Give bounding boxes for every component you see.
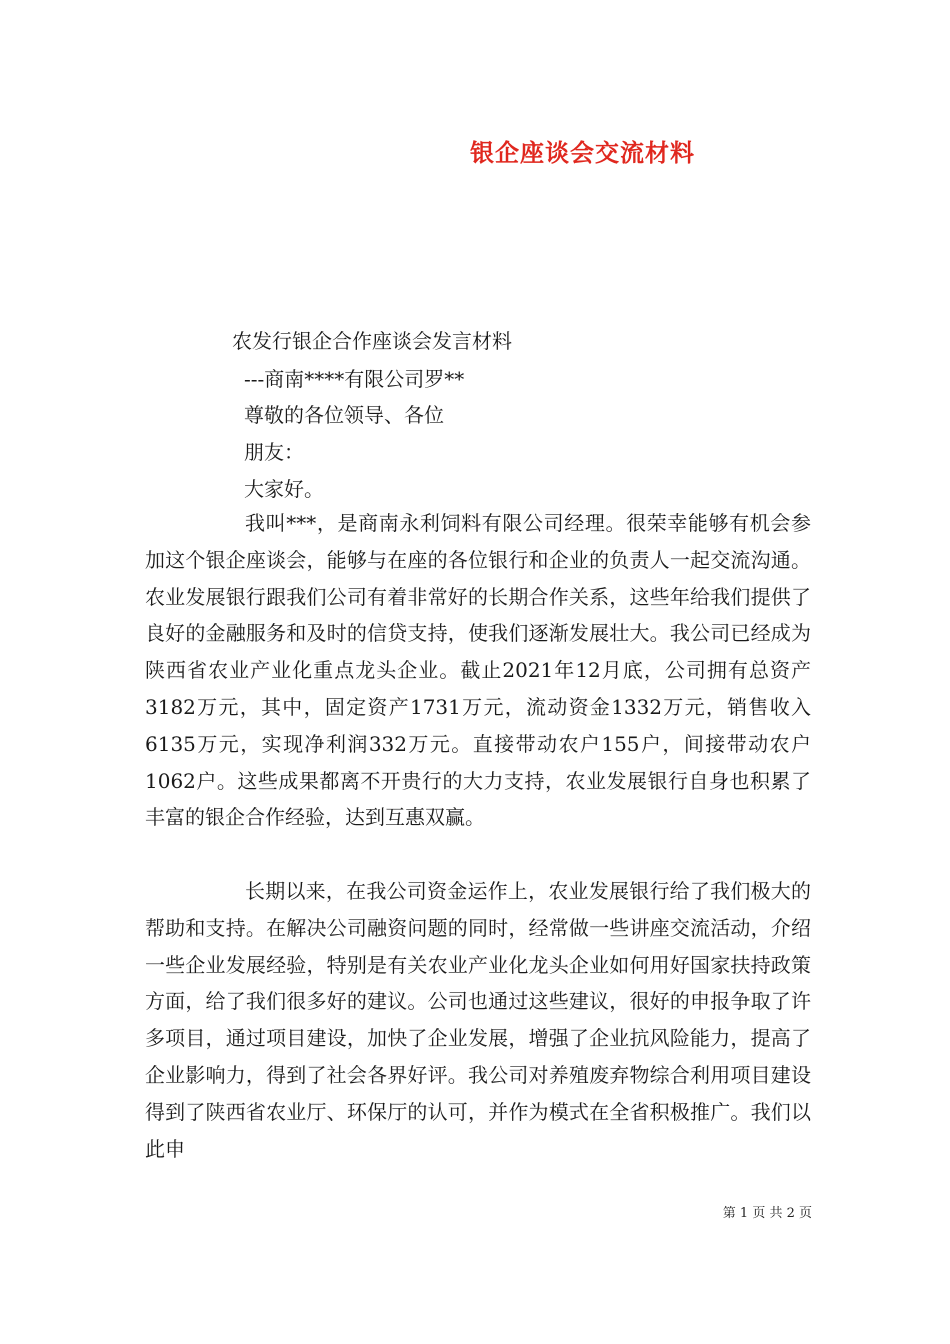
page-footer: 第 1 页 共 2 页 xyxy=(722,1206,812,1221)
paragraph-text: 长期以来，在我公司资金运作上，农业发展银行给了我们极大的帮助和支持。在解决公司融资问题的同时，经常做一些讲座交流活动，介绍一些企业发展经验，特别是有关农业产业化龙头企业如何用好国家扶持政策方面，给了我们很多好的建议。公司也通过这些建议，很好的申报争取了许多项目，通过项目建设，加快了企业发展，增强了企业抗风险能力，提高了企业影响力，得到了社会各界好评。我公司对养殖废弃物综合利用项目建设得到了陕西省农业厅、环保厅的认可，并作为模式在全省积极推广。我们以此申 xyxy=(145,879,811,1161)
greeting: 大家好。 xyxy=(244,477,324,501)
document-title: 银企座谈会交流材料 xyxy=(470,138,695,167)
speech-title: 农发行银企合作座谈会发言材料 xyxy=(232,329,512,353)
salutation-line-1: 尊敬的各位领导、各位 xyxy=(244,403,444,427)
body-paragraph-2 xyxy=(145,873,811,1167)
paragraph-text: 我叫***，是商南永利饲料有限公司经理。很荣幸能够有机会参加这个银企座谈会，能够与在座的各位银行和企业的负责人一起交流沟通。农业发展银行跟我们公司有着非常好的长期合作关系，这些年给我们提供了良好的金融服务和及时的信贷支持，使我们逐渐发展壮大。我公司已经成为陕西省农业产业化重点龙头企业。截止2021年12月底，公司拥有总资产3182万元，其中，固定资产1731万元，流动资金1332万元，销售收入6135万元，实现净利润332万元。直接带动农户155户，间接带动农户1062户。这些成果都离不开贵行的大力支持，农业发展银行自身也积累了丰富的银企合作经验，达到互惠双赢。 xyxy=(145,511,811,830)
salutation-line-2: 朋友： xyxy=(244,440,304,464)
body-paragraph-1 xyxy=(145,505,811,836)
author-line: ---商南****有限公司罗** xyxy=(244,367,465,391)
